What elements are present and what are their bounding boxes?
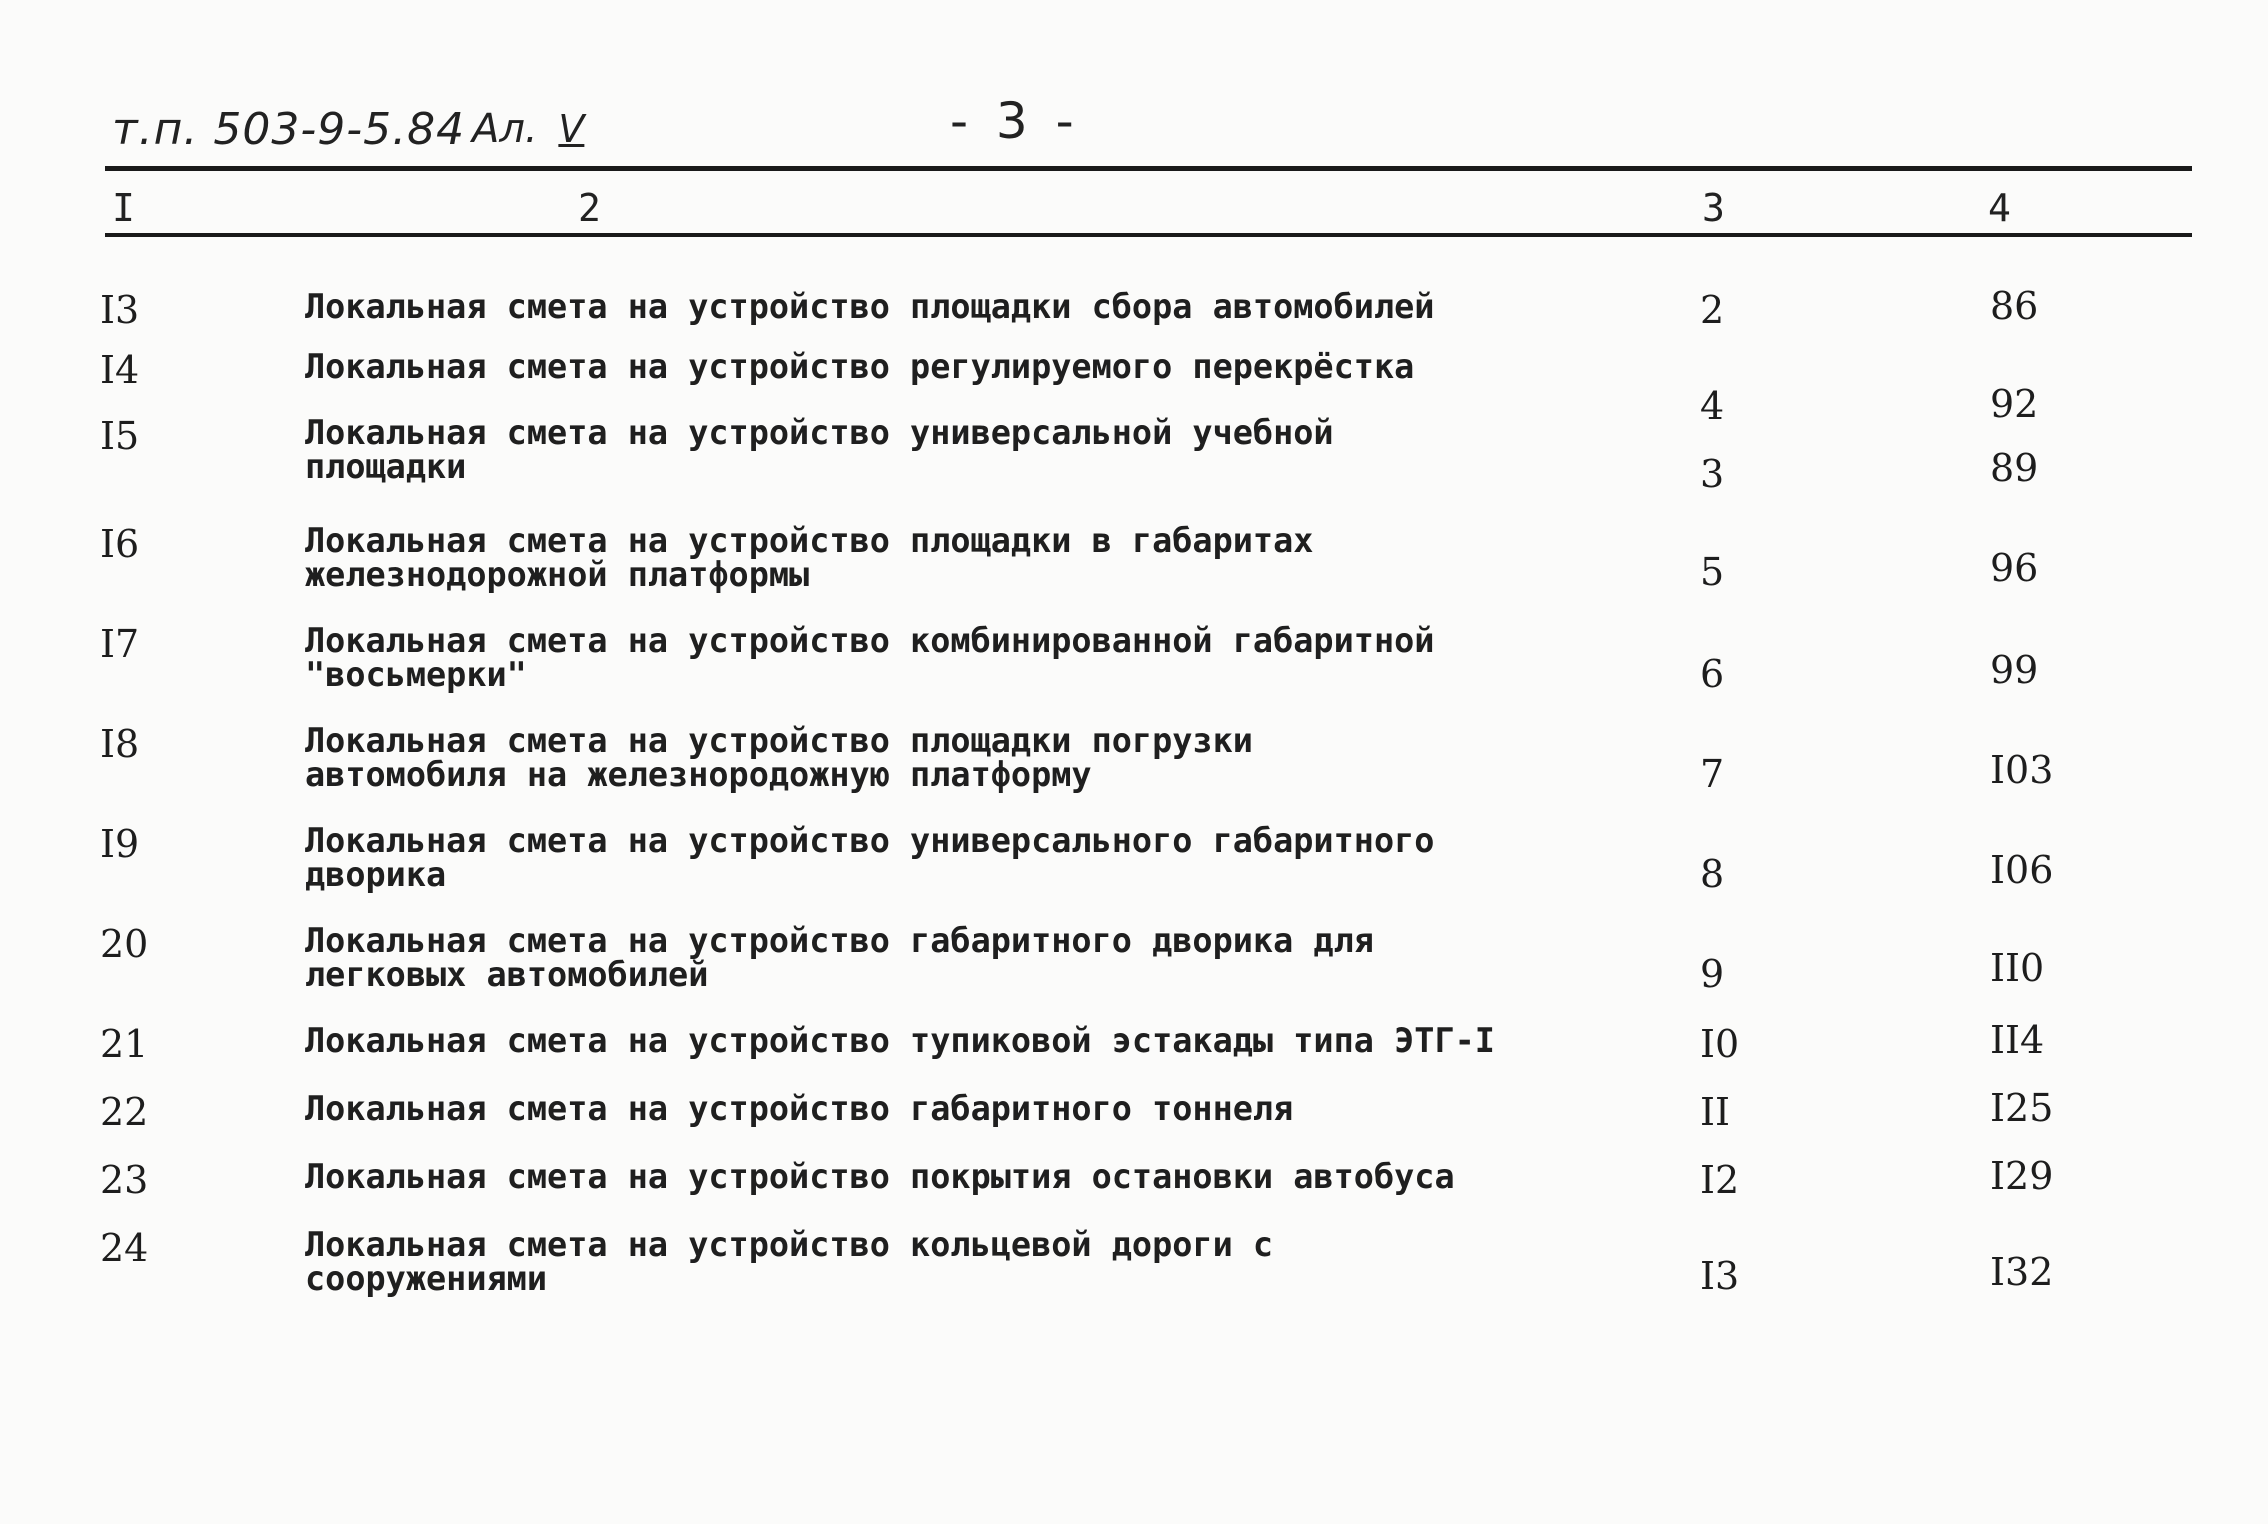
row-sheet: 3 [1700,452,1725,496]
table-top-rule [105,166,2192,171]
row-number: 20 [100,922,149,966]
row-number: 21 [100,1022,149,1066]
row-description: Локальная смета на устройство площадки погрузки автомобиля на железнородожную платформу [305,721,1253,794]
row-sheet: 9 [1700,952,1725,996]
row-number: I3 [100,288,140,332]
row-description: Локальная смета на устройство покрытия остановки автобуса [305,1157,1455,1196]
row-description: Локальная смета на устройство площадки в габаритах железнодорожной платформы [305,521,1314,594]
page-number: - 3 - [950,92,1080,150]
row-sheet: I0 [1700,1022,1740,1066]
row-description: Локальная смета на устройство комбинированной габаритной "восьмерки" [305,621,1435,694]
row-number: I5 [100,414,140,458]
row-number: I4 [100,348,140,392]
column-header-1: I [112,186,135,230]
album-label [472,106,584,152]
column-header-3: 3 [1702,186,1725,230]
row-number: 22 [100,1090,149,1134]
row-sheet: I3 [1700,1254,1740,1298]
album-label-text: Ал. [472,106,538,152]
row-description: Локальная смета на устройство габаритного дворика для легковых автомобилей [305,921,1374,994]
row-description: Локальная смета на устройство габаритного тоннеля [305,1089,1294,1128]
column-header-4: 4 [1988,186,2011,230]
row-page: 89 [1990,446,2039,490]
row-page: II4 [1990,1018,2045,1062]
album-roman-number: V [558,107,585,151]
row-sheet: I2 [1700,1158,1740,1202]
row-sheet: 8 [1700,852,1725,896]
row-sheet: 7 [1700,752,1725,796]
row-sheet: 5 [1700,550,1725,594]
row-page: 92 [1990,382,2039,426]
row-description: Локальная смета на устройство универсального габаритного дворика [305,821,1435,894]
row-sheet: 6 [1700,652,1725,696]
row-description: Локальная смета на устройство универсальной учебной площадки [305,413,1334,486]
row-description: Локальная смета на устройство площадки сбора автомобилей [305,287,1435,326]
column-header-2: 2 [578,186,601,230]
row-sheet: II [1700,1090,1731,1134]
row-sheet: 4 [1700,384,1725,428]
row-description: Локальная смета на устройство кольцевой дороги с сооружениями [305,1225,1274,1298]
row-number: I8 [100,722,140,766]
row-page: I29 [1990,1154,2054,1198]
row-page: I06 [1990,848,2054,892]
row-number: I6 [100,522,140,566]
table-header-rule [105,233,2192,237]
row-page: 86 [1990,284,2039,328]
row-number: 24 [100,1226,149,1270]
row-page: 99 [1990,648,2039,692]
row-page: I32 [1990,1250,2054,1294]
row-page: I03 [1990,748,2054,792]
row-description: Локальная смета на устройство регулируемого перекрёстка [305,347,1415,386]
row-page: II0 [1990,946,2045,990]
row-page: 96 [1990,546,2039,590]
row-sheet: 2 [1700,288,1725,332]
row-number: 23 [100,1158,149,1202]
row-description: Локальная смета на устройство тупиковой эстакады типа ЭТГ-I [305,1021,1495,1060]
row-number: I9 [100,822,140,866]
row-number: I7 [100,622,140,666]
row-page: I25 [1990,1086,2054,1130]
document-code: т.п. 503-9-5.84 [112,104,466,155]
